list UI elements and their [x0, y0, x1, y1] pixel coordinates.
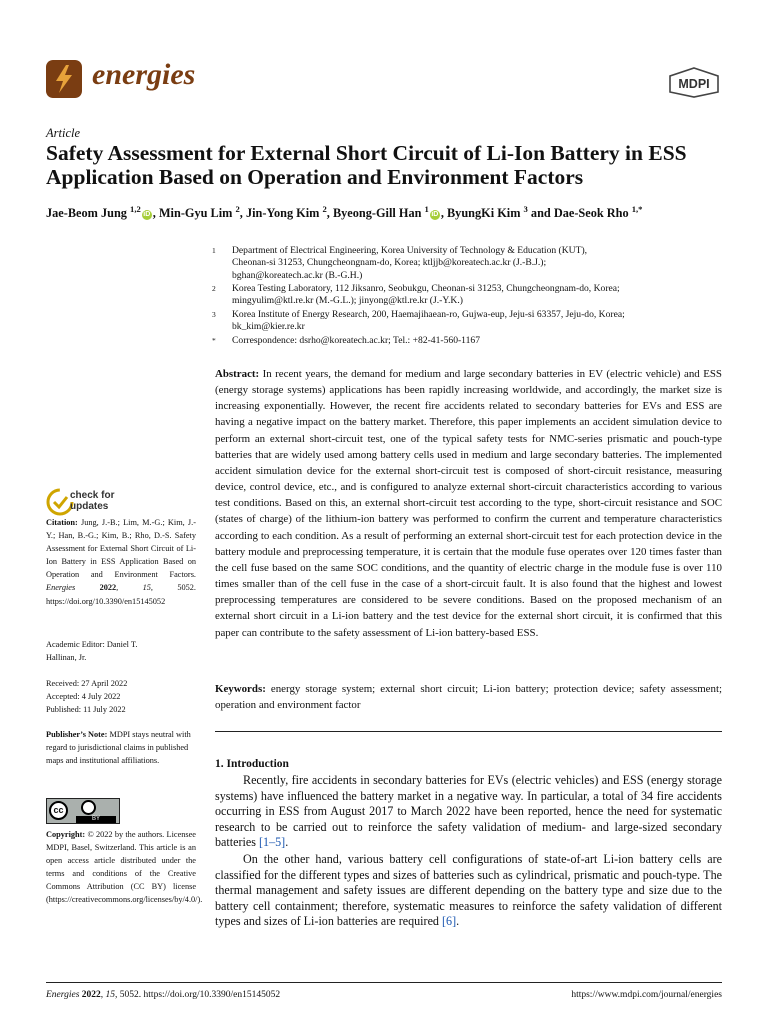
orcid-icon[interactable]: iD	[431, 211, 439, 219]
affiliation-number: *	[212, 336, 216, 345]
affiliation-line: bghan@koreatech.ac.kr (B.-G.H.)	[232, 269, 363, 281]
article-type: Article	[46, 126, 81, 140]
citation-doi: , 5052. https://doi.org/10.3390/en15145052	[46, 583, 196, 606]
affiliation-2	[214, 283, 714, 308]
by-label: BY	[76, 816, 116, 823]
paper-title: Safety Assessment for External Short Circuit of Li-Ion Battery in ESS Application Based on Operation and Environment Factors	[46, 141, 687, 189]
academic-editor	[46, 638, 196, 664]
affiliation-number: 3	[212, 310, 216, 319]
dates-block	[46, 677, 196, 716]
author-affiliation-sup: 1,*	[631, 204, 643, 214]
author-affiliation-sup: 1	[424, 204, 429, 214]
footer-journal: Energies	[46, 990, 80, 1000]
keywords	[215, 681, 722, 713]
affiliation-line: bk_kim@kier.re.kr	[232, 321, 305, 333]
person-icon	[81, 800, 96, 815]
check-for-updates-button[interactable]	[46, 488, 156, 516]
affiliation-number: 1	[212, 246, 216, 255]
energies-logo-icon	[46, 60, 82, 98]
author-name: ByungKi Kim	[446, 206, 524, 221]
keywords-text: energy storage system; external short circuit; Li-ion battery; protection device; safety assessment; operation and environment factor	[215, 683, 722, 712]
check-for-updates-line1: check for	[70, 490, 115, 501]
citation-volume: 15	[142, 583, 151, 593]
author-affiliation-sup: 2	[322, 204, 327, 214]
citation-year: 2022	[99, 583, 117, 593]
reference-link[interactable]: [1–5]	[259, 835, 286, 850]
abstract-label: Abstract:	[215, 368, 260, 380]
intro-paragraph-1	[215, 773, 722, 851]
author-name: Jin-Yong Kim	[245, 206, 323, 221]
footer-doi: , 5052. https://doi.org/10.3390/en15145052	[115, 990, 281, 1000]
received-date: Received: 27 April 2022	[46, 679, 128, 688]
publisher-note-text: MDPI stays neutral with regard to jurisdictional claims in published maps and institutional affiliations.	[46, 730, 191, 766]
footer-year: 2022	[81, 990, 101, 1000]
footer-volume: 15	[105, 990, 116, 1000]
editor-name: Hallinan, Jr.	[46, 653, 87, 663]
section-divider	[215, 731, 722, 732]
accepted-date: Accepted: 4 July 2022	[46, 692, 121, 702]
affiliation-line: Korea Testing Laboratory, 112 Jiksanro, Seobukgu, Cheonan-si 31253, Chungcheongnam-do, Korea;	[232, 283, 620, 294]
punctuation: .	[456, 914, 460, 929]
reference-link[interactable]: [6]	[442, 914, 457, 929]
author-affiliation-sup: 1,2	[130, 204, 141, 214]
affiliation-line: Department of Electrical Engineering, Korea University of Technology & Education (KUT),	[232, 245, 588, 256]
copyright-label: Copyright:	[46, 830, 86, 839]
publisher-note-label: Publisher’s Note:	[46, 730, 108, 739]
copyright-text: © 2022 by the authors. Licensee MDPI, Basel, Switzerland. This article is an open access article distributed under the terms and conditions of the Creative Commons Attribution (CC BY) license (https://creativecommons.org/licenses/by/4.0/).	[46, 830, 203, 905]
footer-citation: Energies 2022, 15, 5052. https://doi.org/10.3390/en15145052	[46, 990, 281, 1000]
citation-label: Citation:	[46, 518, 78, 527]
cc-icon: cc	[49, 801, 68, 820]
citation-block: Citation: Jung, J.-B.; Lim, M.-G.; Kim, J.-Y.; Han, B.-G.; Kim, B.; Rho, D.-S. Safety Assessment for External Short Circuit of Li-Ion Battery in ESS Application Based on Operation and Environment Factors. Energies 2022, 15, 5052. https://doi.org/10.3390/en15145052	[46, 518, 196, 606]
affiliation-line: Correspondence: dsrho@koreatech.ac.kr; Tel.: +82-41-560-1167	[232, 335, 481, 346]
intro-paragraph-2	[215, 852, 722, 930]
journal-name: energies	[92, 58, 196, 91]
affiliation-3	[214, 309, 714, 334]
author-name: Dae-Seok Rho	[553, 206, 632, 221]
publisher-note	[46, 728, 196, 767]
mdpi-logo-text: MDPI	[678, 77, 710, 91]
affiliation-line: mingyulim@ktl.re.kr (M.-G.L.); jinyong@ktl.re.kr (J.-Y.K.)	[232, 295, 463, 307]
correspondence	[214, 335, 714, 347]
keywords-label: Keywords:	[215, 683, 266, 695]
citation-journal: Energies	[46, 583, 76, 593]
author-name: Min-Gyu Lim	[158, 206, 236, 221]
copyright-block	[46, 828, 203, 907]
check-for-updates-line2: updates	[70, 501, 109, 512]
author-affiliation-sup: 3	[523, 204, 528, 214]
abstract	[215, 366, 722, 641]
intro-text: On the other hand, various battery cell configurations of state-of-art Li-ion battery cells are classified for the different types and sizes of batteries such as cylindrical, prismatic and pouch-type. The thermal management and safety issues are different depending on the battery type and size due to the battery cell containment; therefore, systematic measures to reinforce the safety validation of different types and sizes of Li-ion batteries are required	[215, 852, 722, 929]
citation-text: Jung, J.-B.; Lim, M.-G.; Kim, J.-Y.; Han, B.-G.; Kim, B.; Rho, D.-S. Safety Assessment for External Short Circuit of Li-Ion Battery in ESS Application Based on Operation and Environment Factors.	[46, 518, 196, 580]
footer-divider	[46, 982, 722, 983]
author-name: Jae-Beom Jung	[46, 206, 131, 221]
author-affiliation-sup: 2	[235, 204, 240, 214]
orcid-icon[interactable]: iD	[143, 211, 151, 219]
footer-journal-url[interactable]: https://www.mdpi.com/journal/energies	[571, 990, 722, 1000]
affiliation-1	[214, 245, 714, 282]
affiliation-line: Cheonan-si 31253, Chungcheongnam-do, Korea; ktljjb@koreatech.ac.kr (J.-B.J.);	[232, 257, 547, 269]
affiliation-number: 2	[212, 284, 216, 293]
published-date: Published: 11 July 2022	[46, 705, 126, 715]
affiliation-line: Korea Institute of Energy Research, 200, Haemajihaean-ro, Gujwa-eup, Jeju-si 63357, Jeju-do, Korea;	[232, 309, 625, 320]
mdpi-logo-icon	[666, 66, 722, 98]
author-name: Byeong-Gill Han	[332, 206, 425, 221]
intro-text: Recently, fire accidents in secondary batteries for EVs (electric vehicles) and ESS (energy storage systems) have influenced the battery market in a negative way. In particular, a total of 34 fire accidents occurring in ESS from August 2017 to March 2022 have been reported, hence the need for systematic research to be carried out to reinforce the safety validation of medium- and large-sized secondary batteries	[215, 773, 722, 850]
abstract-text: In recent years, the demand for medium and large secondary batteries in EV (electric vehicle) and ESS (energy storage systems) applications has been rapidly increasing worldwide, and accordingly, the market size is increasing exponentially. However, the recent fire accidents related to secondary batteries for EVs and ESS are having a negative impact on the battery market. Therefore, this paper implements an accident simulation device to perform an external short-circuit test, one of the typical safety tests for NMC-series prismatic and pouch-type batteries that are widely used among battery cells used in medium and large secondary batteries. The implemented accident simulation device for the external short-circuit test is composed of short-circuit resistance, measuring device, control device, etc., and is configured to analyze external short-circuit characteristics according to various test conditions. Based on this, an external short-circuit test according to the type, short-circuit resistance and SOC (states of charge) of the lithium-ion battery was performed to confirm the current and temperature characteristics according to each condition. As a result of performing an external short-circuit test for each protection device in the battery module and preprocessing temperature, it is certain that the module fuse operates over 120 times faster than the cell fuse based on the same SOC conditions, and the quantity of electric charge in the module fuse is over 110 times smaller than of the cell fuse in the case of a short-circuit fault. It is also found that the highest and lowest preprocessing temperatures are considered to be severe conditions. Based on the proposed mechanism of an external short circuit in a Li-ion battery and the test device for the external short circuit, it is confirmed that this paper can contribute to the safety assessment of Li-ion battery-based ESS.	[215, 368, 722, 639]
section-heading: 1. Introduction	[215, 758, 289, 770]
editor-label: Academic Editor: Daniel T.	[46, 640, 138, 649]
cc-by-license-icon[interactable]	[46, 798, 120, 824]
punctuation: .	[285, 835, 289, 850]
author-list: Jae-Beom Jung $^{1,2}$iD , Min-Gyu Lim $^2$, Jin-Yong Kim $^2$, Byeong-Gill Han $^1$iD , ByungKi Kim $^3$ and Dae-Seok Rho $^{1,*}$	[46, 204, 643, 221]
